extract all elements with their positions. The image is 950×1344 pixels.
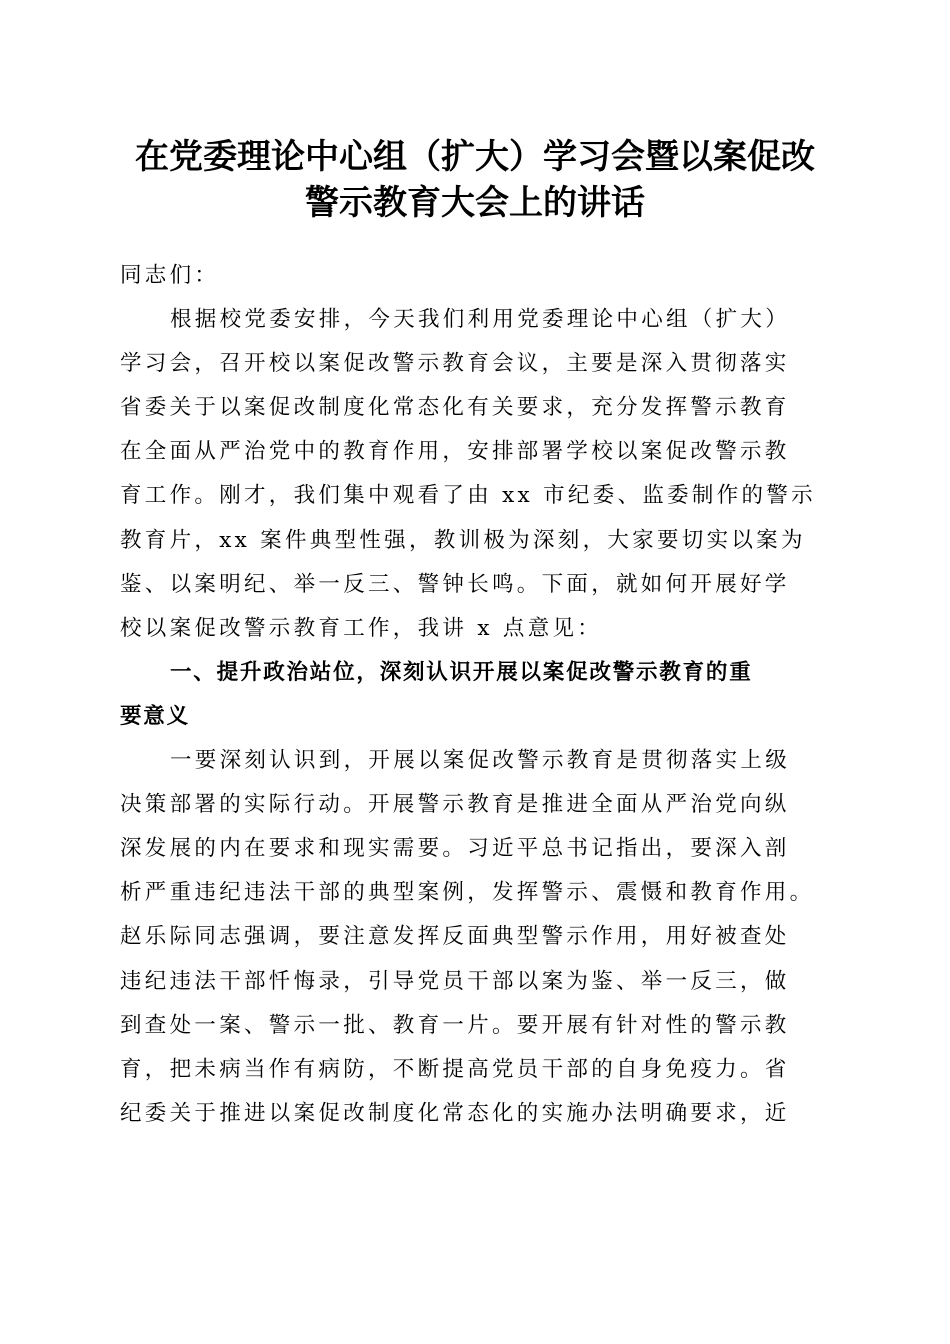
paragraph-1-line: 学习会，召开校以案促改警示教育会议，主要是深入贯彻落实 [120,351,790,377]
paragraph-1-line: 校以案促改警示教育工作，我讲 x 点意见： [120,615,603,641]
paragraph-2-line: 到查处一案、警示一批、教育一片。要开展有针对性的警示教 [120,1012,790,1038]
paragraph-2-line: 纪委关于推进以案促改制度化常态化的实施办法明确要求，近 [120,1100,790,1126]
paragraph-1-line: 在全面从严治党中的教育作用，安排部署学校以案促改警示教 [120,439,790,465]
salutation: 同志们： [120,263,220,288]
paragraph-2-line: 育，把未病当作有病防，不断提高党员干部的自身免疫力。省 [120,1056,790,1082]
paragraph-1-line: 教育片，xx 案件典型性强，教训极为深刻，大家要切实以案为 [120,527,806,553]
speech-body [120,254,832,1136]
paragraph-2-line: 一要深刻认识到，开展以案促改警示教育是贯彻落实上级 [170,748,791,774]
paragraph-2-line: 深发展的内在要求和现实需要。习近平总书记指出，要深入剖 [120,836,790,862]
speech-title [0,134,950,226]
paragraph-2-line: 赵乐际同志强调，要注意发挥反面典型警示作用，用好被查处 [120,924,790,950]
title-line-2: 警示教育大会上的讲话 [305,183,645,223]
paragraph-1-line: 省委关于以案促改制度化常态化有关要求，充分发挥警示教育 [120,395,790,421]
paragraph-2-line: 决策部署的实际行动。开展警示教育是推进全面从严治党向纵 [120,792,790,818]
paragraph-1-line: 根据校党委安排，今天我们利用党委理论中心组（扩大） [170,307,791,333]
title-line-1: 在党委理论中心组（扩大）学习会暨以案促改 [135,137,815,177]
section-1-heading: 要意义 [120,703,190,729]
paragraph-2-line: 违纪违法干部忏悔录，引导党员干部以案为鉴、举一反三，做 [120,968,790,994]
paragraph-1-line: 鉴、以案明纪、举一反三、警钟长鸣。下面，就如何开展好学 [120,571,790,597]
paragraph-2-line: 析严重违纪违法干部的典型案例，发挥警示、震慑和教育作用。 [120,880,815,906]
paragraph-1-line: 育工作。刚才，我们集中观看了由 xx 市纪委、监委制作的警示 [120,483,816,509]
section-1-heading: 一、提升政治站位，深刻认识开展以案促改警示教育的重 [170,659,753,685]
